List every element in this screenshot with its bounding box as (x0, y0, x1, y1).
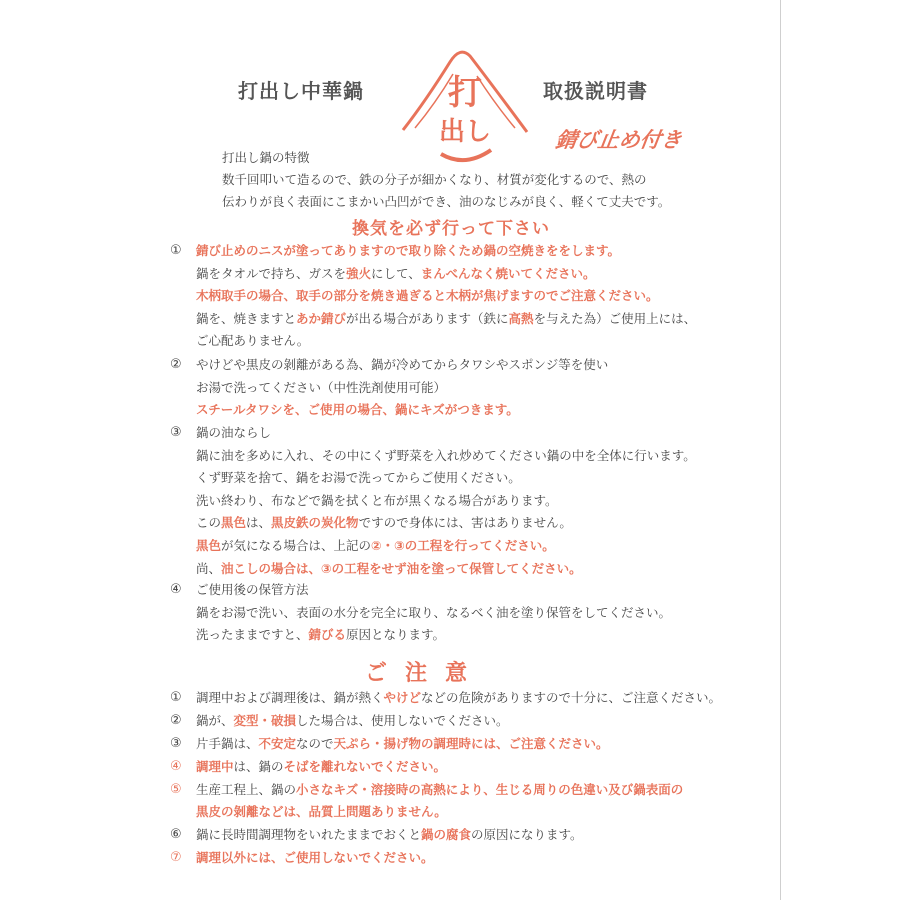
body-text: 洗い終わり、布などで鍋を拭くと布が黒くなる場合があります。 (196, 492, 558, 508)
body-text: ご使用後の保管方法 (196, 582, 309, 597)
body-text: は、 (246, 515, 272, 531)
title-right: 取扱説明書 (543, 79, 648, 103)
highlighted-text: まんべんなく焼いてください。 (420, 265, 596, 281)
title-left: 打出し中華鍋 (238, 79, 364, 103)
body-text: ですので身体には、害はありません。 (358, 515, 572, 531)
body-text: にして、 (371, 265, 421, 281)
body-text: を与えた為）ご使用上には、 (533, 310, 697, 326)
highlighted-text: 油こしの場合は、③の工程をせず油を塗って保管してください。 (221, 560, 582, 576)
features-line: 伝わりが良く表面にこまかい凸凹ができ、油のなじみが良く、軽くて丈夫です。 (222, 194, 671, 209)
highlighted-text: ②・③の工程を行ってください。 (371, 538, 555, 553)
features-title: 打出し鍋の特徴 (222, 150, 310, 165)
highlighted-text: 木柄取手の場合、取手の部分を焼き過ぎると木柄が焦げますのでご注意ください。 (196, 288, 659, 304)
rust-prevention-tag: 錆び止め付き (554, 128, 684, 152)
body-text: 調理中および調理後は、鍋が熱く (196, 690, 384, 705)
text-line (196, 561, 582, 577)
body-text: が出る場合があります（鉄に (346, 310, 509, 326)
body-text: が気になる場合は、上記の (221, 538, 372, 553)
text-line (196, 804, 447, 820)
text-line (196, 515, 572, 531)
body-text: 原因となります。 (346, 627, 446, 643)
text-line (196, 493, 558, 509)
text-line (196, 627, 445, 643)
text-line (196, 759, 446, 775)
highlighted-text: そばを離れないでください。 (283, 759, 447, 774)
highlighted-text: 黒皮の剝離などは、品質上問題ありません。 (196, 804, 447, 819)
text-line (196, 470, 521, 486)
logo-text-bottom: 出し (438, 117, 492, 147)
highlighted-text: 錆びる (308, 627, 347, 643)
text-line (196, 243, 620, 259)
text-line (196, 850, 434, 866)
highlighted-text: 黒皮鉄の炭化物 (271, 515, 359, 531)
text-line (196, 448, 696, 464)
highlighted-text: 調理以外には、ご使用しないでください。 (196, 850, 434, 865)
logo-text-top: 打 (448, 73, 482, 113)
body-text: などの危険がありますので十分に、ご注意ください。 (421, 690, 722, 705)
text-line (196, 782, 683, 798)
highlighted-text: やけど (383, 690, 422, 705)
body-text: 鍋を、焼きますと (196, 310, 297, 326)
uchidashi-logo (395, 42, 535, 172)
item-number: ② (170, 713, 182, 728)
highlighted-text: 変型・破損 (233, 713, 297, 728)
item-number: ⑦ (170, 850, 182, 865)
body-text: 尚、 (196, 560, 222, 576)
highlighted-text: 錆び止めのニスが塗ってありますので取り除くため鍋の空焼きををします。 (196, 243, 621, 258)
text-line (196, 425, 271, 441)
body-text: 鍋に長時間調理物をいれたままでおくと (196, 827, 422, 842)
item-number: ③ (170, 736, 182, 751)
highlighted-text: 鍋の腐食 (421, 827, 472, 842)
item-number: ④ (170, 582, 182, 597)
body-text: 鍋の油ならし (196, 425, 272, 440)
highlighted-text: 黒色 (221, 515, 247, 531)
highlighted-text: スチールタワシを、ご使用の場合、鍋にキズがつきます。 (196, 402, 519, 418)
item-number: ① (170, 690, 182, 705)
item-number: ① (170, 243, 182, 258)
body-text: の原因になります。 (471, 827, 583, 842)
text-line (196, 402, 519, 418)
text-line (196, 333, 309, 349)
body-text: 鍋をお湯で洗い、表面の水分を完全に取り、なるべく油を塗り保管をしてください。 (196, 604, 672, 620)
item-number: ④ (170, 759, 182, 774)
text-line (196, 266, 596, 282)
highlighted-text: あか錆び (296, 310, 347, 326)
body-text: 鍋に油を多めに入れ、その中にくず野菜を入れ炒めてください鍋の中を全体に行います。 (196, 447, 696, 463)
body-text: なので (296, 736, 334, 751)
body-text: 片手鍋は、 (196, 736, 259, 751)
text-line (196, 690, 721, 706)
highlighted-text: 強火 (346, 265, 372, 281)
body-text: した場合は、使用しないでください。 (296, 713, 509, 728)
text-line (196, 582, 309, 598)
text-line (196, 827, 583, 843)
caution-heading: ご注意 (365, 661, 486, 686)
highlighted-text: 黒色 (196, 538, 222, 553)
text-line (196, 605, 671, 621)
highlighted-text: 高熱 (508, 310, 534, 326)
body-text: ご心配ありません。 (196, 333, 310, 349)
highlighted-text: 小さなキズ・溶接時の高熱により、生じる周りの色違い及び鍋表面の (296, 782, 684, 797)
item-number: ⑥ (170, 827, 182, 842)
body-text: 鍋をタオルで持ち、ガスを (196, 265, 347, 281)
text-line (196, 311, 696, 327)
ventilation-heading: 換気を必ず行って下さい (352, 219, 550, 239)
body-text: 生産工程上、鍋の (196, 782, 297, 797)
item-number: ③ (170, 425, 182, 440)
highlighted-text: 不安定 (258, 736, 297, 751)
text-line (196, 713, 509, 729)
text-line (196, 736, 609, 752)
body-text: この (196, 515, 222, 531)
body-text: お湯で洗ってください（中性洗剤使用可能） (196, 379, 447, 395)
text-line (196, 357, 608, 373)
body-text: 鍋が、 (196, 713, 234, 728)
features-line: 数千回叩いて造るので、鉄の分子が細かくなり、材質が変化するので、熱の (222, 172, 647, 187)
item-number: ② (170, 357, 182, 372)
text-line (196, 288, 659, 304)
text-line (196, 380, 446, 396)
body-text: 洗ったままですと、 (196, 627, 309, 643)
body-text: やけどや黒皮の剝離がある為、鍋が冷めてからタワシやスポンジ等を使い (196, 357, 609, 372)
highlighted-text: 天ぷら・揚げ物の調理時には、ご注意ください。 (333, 736, 609, 751)
item-number: ⑤ (170, 782, 182, 797)
highlighted-text: 調理中 (196, 759, 234, 774)
body-text: は、鍋の (233, 759, 284, 774)
body-text: くず野菜を捨て、鍋をお湯で洗ってからご使用ください。 (196, 470, 521, 486)
text-line (196, 538, 555, 554)
page-edge-line (780, 0, 781, 900)
